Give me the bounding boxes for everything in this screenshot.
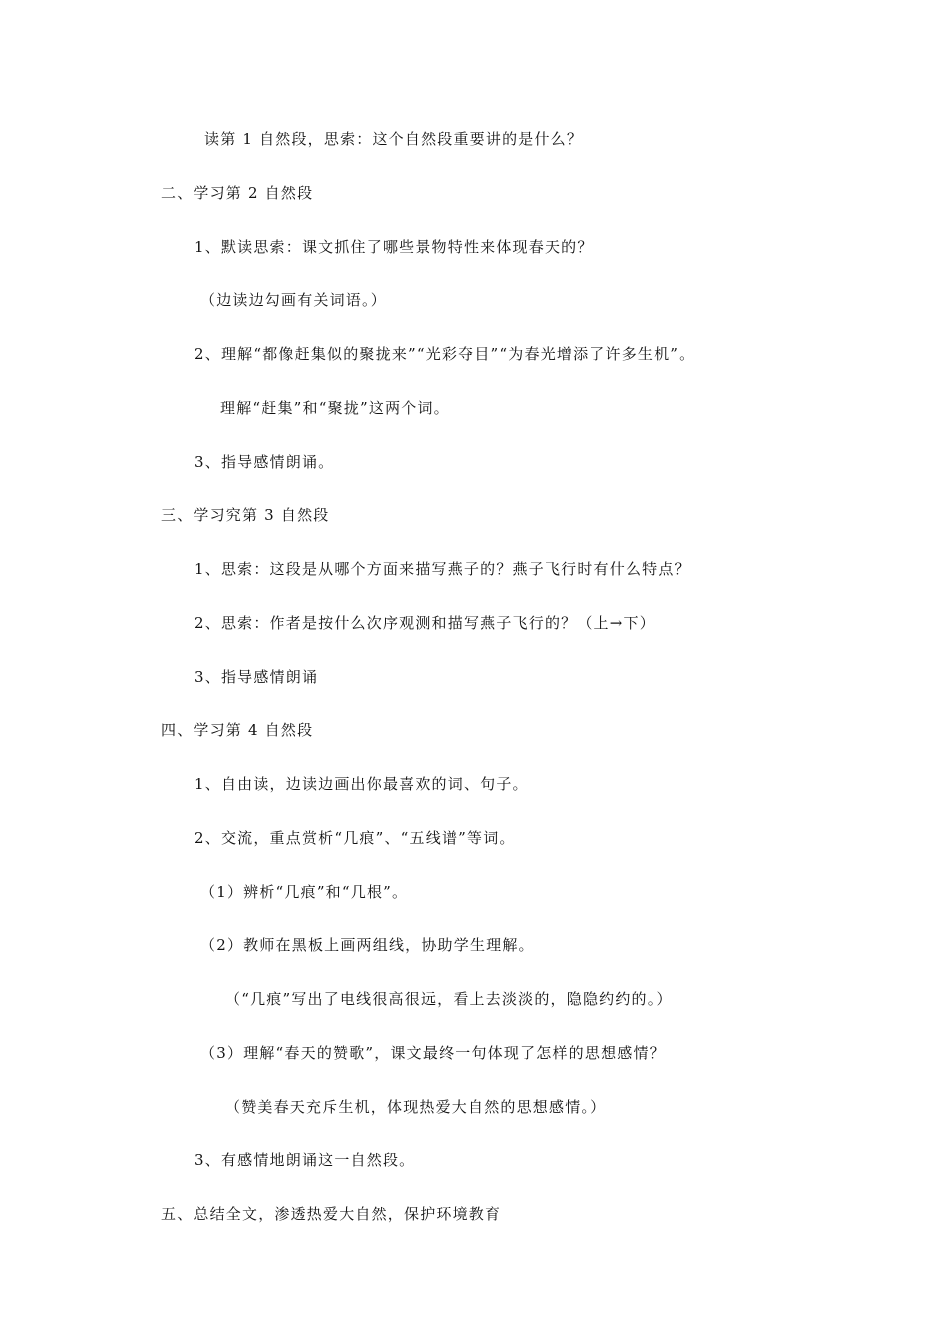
sub-step-line: （3）理解“春天的赞歌”，课文最终一句体现了怎样的思想感情？: [200, 1044, 666, 1062]
intro-line: 读第 1 自然段，思索：这个自然段重要讲的是什么？: [204, 130, 584, 148]
note-line: （“几痕”写出了电线很高很远，看上去淡淡的，隐隐约约的。）: [225, 990, 673, 1008]
step-line: 2、交流，重点赏析“几痕”、“五线谱”等词。: [194, 829, 516, 847]
section-heading-4: 四、学习第 4 自然段: [161, 721, 314, 739]
section-heading-3: 三、学习究第 3 自然段: [161, 506, 330, 524]
sub-step-line: （1）辨析“几痕”和“几根”。: [200, 883, 409, 901]
section-heading-2: 二、学习第 2 自然段: [161, 184, 314, 202]
note-line: （赞美春天充斥生机，体现热爱大自然的思想感情。）: [225, 1098, 607, 1116]
step-line: 1、思索：这段是从哪个方面来描写燕子的？燕子飞行时有什么特点？: [194, 560, 691, 578]
section-heading-5: 五、总结全文，渗透热爱大自然，保护环境教育: [161, 1205, 502, 1223]
note-line: 理解“赶集”和“聚拢”这两个词。: [220, 399, 450, 417]
step-line: 2、思索：作者是按什么次序观测和描写燕子飞行的？（上→下）: [194, 614, 656, 632]
step-line: 3、指导感情朗诵: [194, 668, 319, 686]
note-line: （边读边勾画有关词语。）: [200, 291, 387, 309]
step-line: 3、指导感情朗诵。: [194, 453, 335, 471]
step-line: 2、理解“都像赶集似的聚拢来”“光彩夺目”“为春光增添了许多生机”。: [194, 345, 696, 363]
step-line: 1、默读思索：课文抓住了哪些景物特性来体现春天的？: [194, 238, 594, 256]
step-line: 1、自由读，边读边画出你最喜欢的词、句子。: [194, 775, 529, 793]
sub-step-line: （2）教师在黑板上画两组线，协助学生理解。: [200, 936, 535, 954]
step-line: 3、有感情地朗诵这一自然段。: [194, 1151, 416, 1169]
